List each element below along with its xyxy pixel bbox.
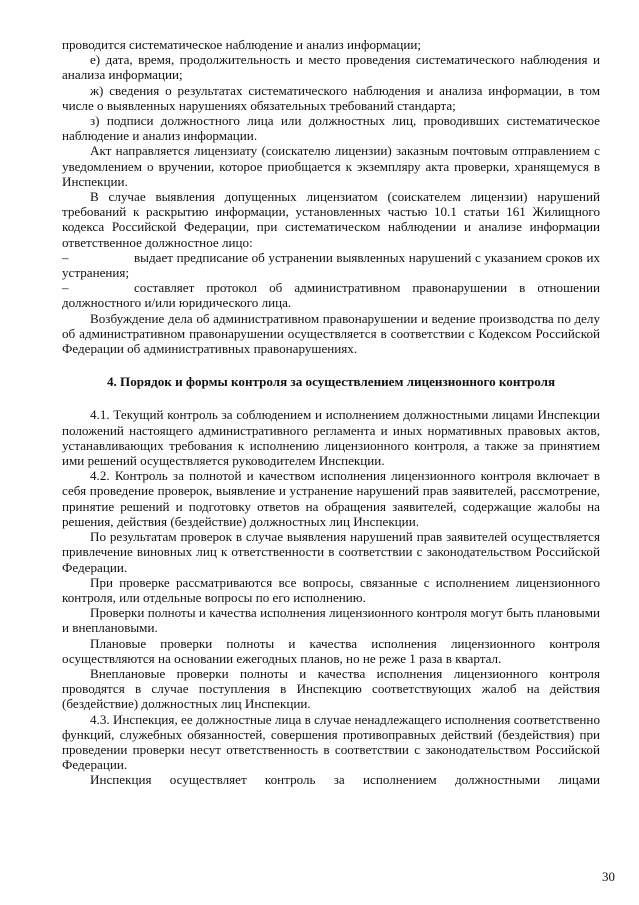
dash-item-text: составляет протокол об административном правонарушении в отношении должностного и/или юридического лица. [62, 280, 600, 311]
paragraph-check-types: Проверки полноты и качества исполнения лицензионного контроля могут быть плановыми и внеплановыми. [62, 605, 600, 636]
paragraph-4-3: 4.3. Инспекция, ее должностные лица в случае ненадлежащего исполнения соответственно функций, служебных обязанностей, совершения противоправных действий (бездействия) при проведении проверки несут ответственность в соответствии с законодательством Российской Федерации. [62, 711, 600, 773]
paragraph-act-delivery: Акт направляется лицензиату (соискателю лицензии) заказным почтовым отправлением с уведомлением о вручении, которое приобщается к экземпляру акта проверки, хранящемуся в Инспекции. [62, 143, 600, 189]
dash-marker: – [62, 249, 69, 265]
paragraph-item-zh: ж) сведения о результатах систематического наблюдения и анализа информации, в том числе о выявленных нарушениях обязательных требований стандарта; [62, 82, 600, 113]
paragraph-check-results: По результатам проверок в случае выявления нарушений прав заявителей осуществляется привлечение виновных лиц к ответственности в соответствии с законодательством Российской Федерации. [62, 529, 600, 575]
paragraph-inspection-control: Инспекция осуществляет контроль за исполнением должностными лицами [90, 772, 600, 788]
dash-list-item [62, 280, 600, 310]
paragraph-4-1: 4.1. Текущий контроль за соблюдением и исполнением должностными лицами Инспекции положений настоящего административного регламента и иных нормативных правовых актов, устанавливающих требования к исполнению лицензионного контроля, а также за принятием ими решений осуществляется руководителем Инспекции. [62, 407, 600, 469]
paragraph-item-e: е) дата, время, продолжительность и место проведения систематического наблюдения и анализа информации; [62, 52, 600, 83]
paragraph-administrative-case: Возбуждение дела об административном правонарушении и ведение производства по делу об административном правонарушении осуществляется в соответствии с Кодексом Российской Федерации об административных правонарушениях. [62, 310, 600, 357]
paragraph-check-scope: При проверке рассматриваются все вопросы, связанные с исполнением лицензионного контроля, или отдельные вопросы по его исполнению. [62, 574, 600, 605]
dash-marker: – [62, 280, 69, 296]
paragraph-item-z: з) подписи должностного лица или должностных лиц, проводивших систематическое наблюдение и анализ информации. [62, 113, 600, 144]
paragraph-violations-found: В случае выявления допущенных лицензиатом (соискателем лицензии) нарушений требований к раскрытию информации, установленных частью 10.1 статьи 161 Жилищного кодекса Российской Федерации, при систематическом наблюдении и анализе информации ответственное должностное лицо: [62, 189, 600, 250]
paragraph-continuation: проводится систематическое наблюдение и анализ информации; [62, 37, 422, 52]
page-number: 30 [602, 869, 615, 884]
paragraph-unplanned-checks: Внеплановые проверки полноты и качества исполнения лицензионного контроля проводятся в случае поступления в Инспекцию соответствующих жалоб на действия (бездействие) должностных лиц Инспекции. [62, 665, 600, 712]
section-heading: 4. Порядок и формы контроля за осуществлением лицензионного контроля [106, 374, 556, 390]
page-body [62, 37, 600, 788]
paragraph-4-2: 4.2. Контроль за полнотой и качеством исполнения лицензионного контроля включает в себя проведение проверок, выявление и устранение нарушений прав заявителей, рассмотрение, принятие решений и подготовку ответов на обращения заявителей, содержащие жалобы на решения, действия (бездействие) должностных лиц Инспекции. [62, 468, 600, 529]
dash-item-text: выдает предписание об устранении выявленных нарушений с указанием сроков их устранения; [62, 249, 600, 281]
dash-list-item [62, 250, 600, 280]
paragraph-planned-checks: Плановые проверки полноты и качества исполнения лицензионного контроля осуществляются на основании ежегодных планов, но не реже 1 раза в квартал. [62, 635, 600, 666]
